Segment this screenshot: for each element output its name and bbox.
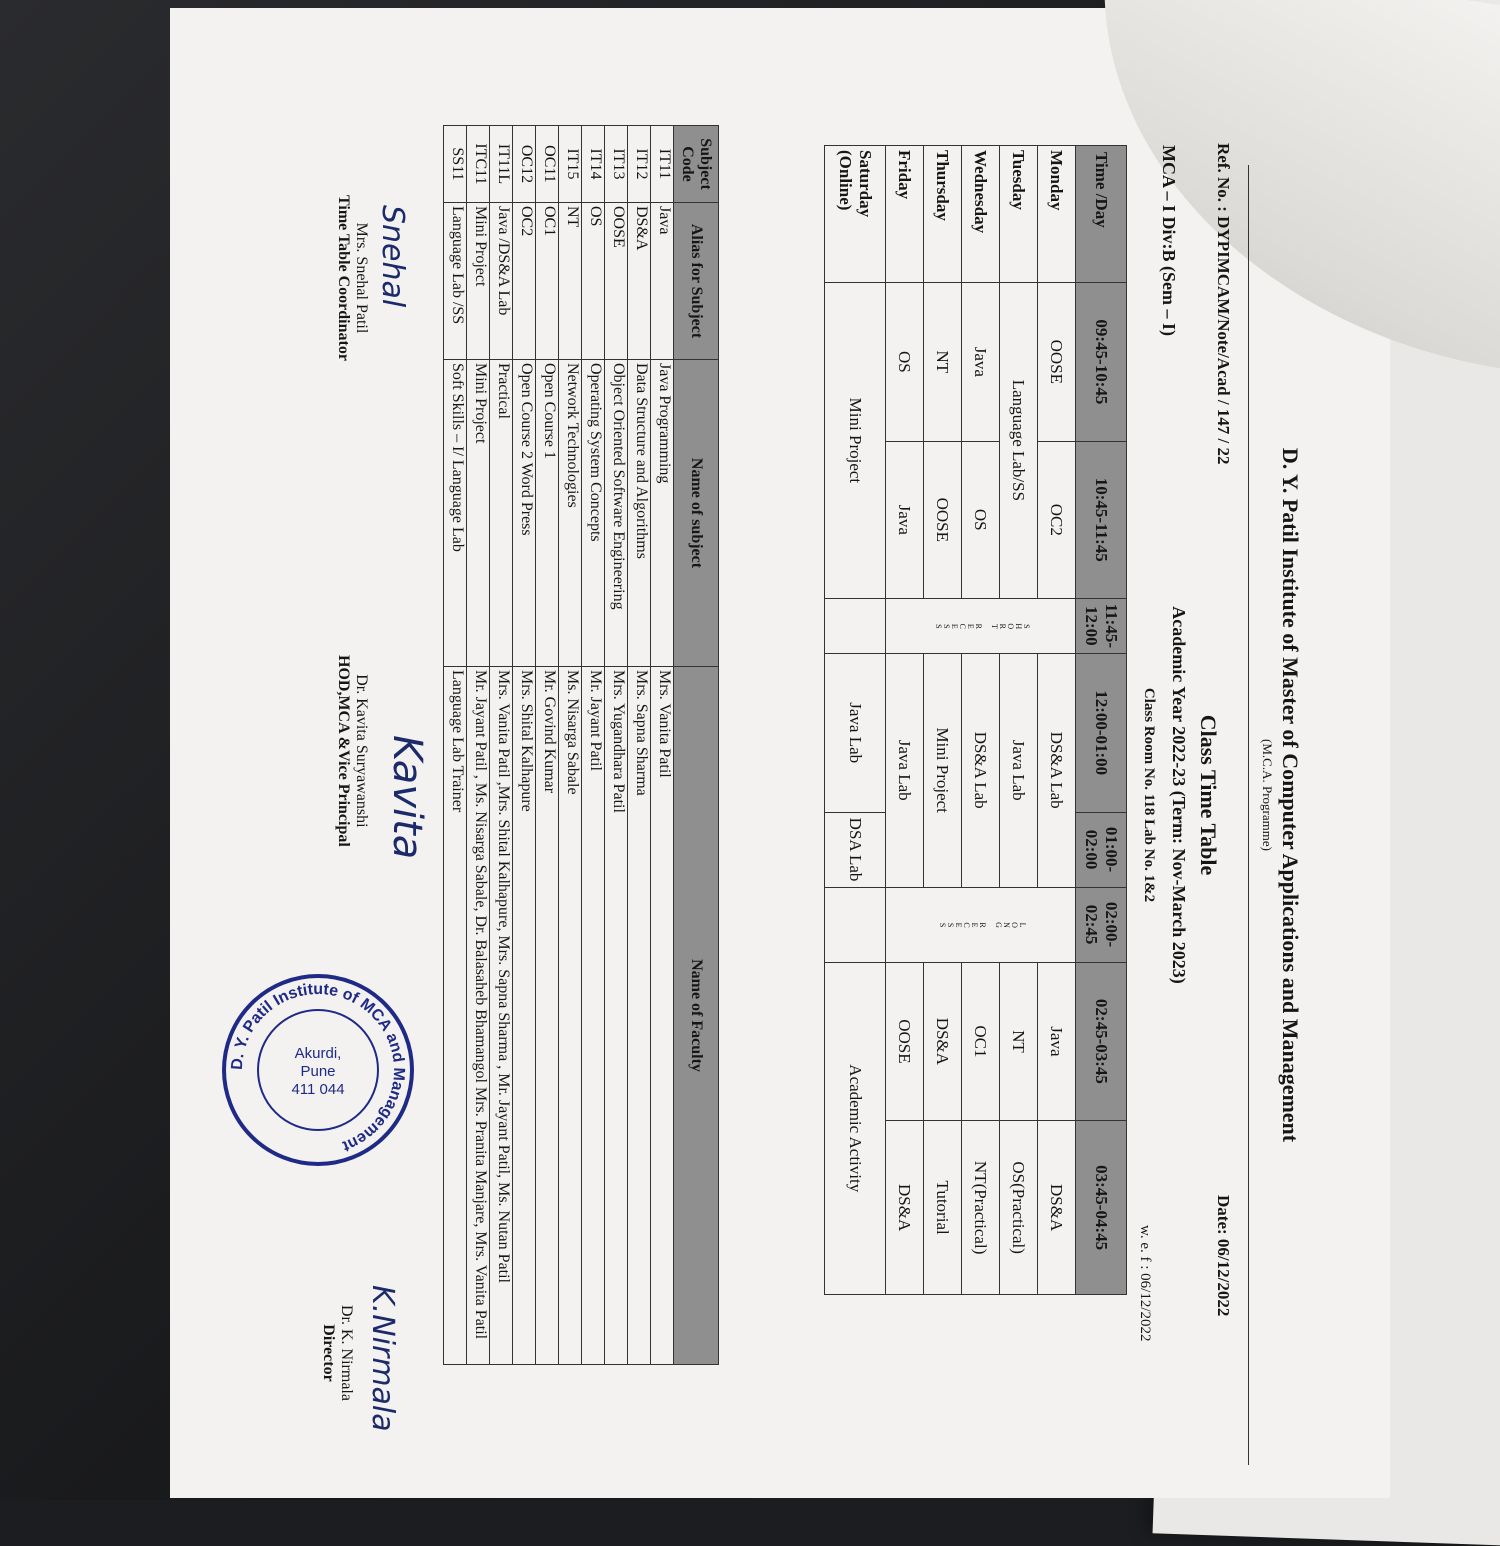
subject-code: IT11 [651, 126, 674, 203]
subject-code: ITC11 [467, 126, 490, 203]
table-row [582, 126, 605, 1365]
academic-year: Academic Year 2022-23 (Term: Nov-March 2023) [1169, 606, 1189, 984]
header-slot-break: 11:45-12:00 [1076, 598, 1127, 653]
header-subject-name: Name of subject [674, 360, 719, 667]
cell: Mini Project [924, 653, 962, 887]
cell: Mini Project [825, 283, 886, 599]
cell: Java [1038, 962, 1076, 1121]
table-row [825, 146, 886, 1295]
subject-faculty: Mrs. Vanita Patil ,Mrs. Shital Kalhapure, Mrs. Sapna Sharma , Mr. Jayant Patil, Ms. Nutan Patil [490, 667, 513, 1365]
subject-alias: OS [582, 203, 605, 360]
subjects-table [443, 125, 719, 1365]
subject-alias: NT [559, 203, 582, 360]
table-row [1000, 146, 1038, 1295]
cell: Academic Activity [825, 962, 886, 1294]
table-row [651, 126, 674, 1365]
cell: DS&A [1038, 1121, 1076, 1295]
subject-alias: Mini Project [467, 203, 490, 360]
cell: Java Lab [1000, 653, 1038, 887]
coordinator-name: Mrs. Snehal Patil [353, 222, 370, 334]
subject-faculty: Mrs. Yugandhara Patil [605, 667, 628, 1365]
cell: Java Lab [825, 653, 886, 812]
effective-date: w. e. f : 06/12/2022 [1137, 1225, 1153, 1342]
reference-number: Ref. No. : DYPIMCAM/Note/Acad / 147 / 22 [1214, 143, 1233, 465]
header-time-day: Time /Day [1076, 146, 1127, 283]
director-signature: K.Nirmala [365, 1285, 400, 1432]
subject-faculty: Language Lab Trainer [444, 667, 467, 1365]
short-recess-cell [886, 598, 1076, 653]
day-label: Saturday (Online) [825, 146, 886, 283]
document [265, 138, 1305, 1445]
subject-code: IT14 [582, 126, 605, 203]
cell: DS&A [886, 1121, 924, 1295]
subject-alias: Java [651, 203, 674, 360]
subject-name: Data Structure and Algorithms [628, 360, 651, 667]
table-row [924, 146, 962, 1295]
subject-code: IT15 [559, 126, 582, 203]
timetable [824, 145, 1127, 1295]
long-recess-label: LONG RECESS [939, 920, 1027, 930]
table-row [490, 126, 513, 1365]
director-role: Director [320, 1324, 337, 1382]
cell: DSA Lab [825, 812, 886, 887]
institute-stamp [218, 970, 418, 1170]
cell: NT(Practical) [962, 1121, 1000, 1295]
subject-code: OC11 [536, 126, 559, 203]
coordinator-signatory [334, 195, 370, 361]
empty-cell [825, 598, 886, 653]
institute-name: D. Y. Patil Institute of Master of Computer Applications and Management [1278, 447, 1303, 1143]
day-label: Tuesday [1000, 146, 1038, 283]
cell: DS&A Lab [962, 653, 1000, 887]
day-label: Wednesday [962, 146, 1000, 283]
subject-alias: OC2 [513, 203, 536, 360]
subject-faculty: Mr. Govind Kumar [536, 667, 559, 1365]
cell: OS [886, 283, 924, 442]
subject-faculty: Ms. Nisarga Sabale [559, 667, 582, 1365]
cell: Language Lab/SS [1000, 283, 1038, 599]
cell: OOSE [886, 962, 924, 1121]
table-row [628, 126, 651, 1365]
subject-faculty: Mr. Jayant Patil [582, 667, 605, 1365]
subject-faculty: Mrs. Shital Kalhapure [513, 667, 536, 1365]
programme-name: (M.C.A. Programme) [1260, 739, 1275, 851]
subject-name: Operating System Concepts [582, 360, 605, 667]
cell: Java [962, 283, 1000, 442]
cell: OOSE [1038, 283, 1076, 442]
day-label: Friday [886, 146, 924, 283]
subject-alias: OC1 [536, 203, 559, 360]
subject-code: IT12 [628, 126, 651, 203]
subject-alias: DS&A [628, 203, 651, 360]
issue-date: Date: 06/12/2022 [1214, 1195, 1233, 1317]
header-slot-3: 12:00-01:00 [1076, 653, 1127, 812]
subject-alias: Java /DS&A Lab [490, 203, 513, 360]
subject-name: Practical [490, 360, 513, 667]
director-signatory [319, 1305, 355, 1401]
header-slot-lunch: 02:00-02:45 [1076, 887, 1127, 962]
stamp-outer-text: D. Y. Patil Institute of MCA and Management [228, 980, 408, 1155]
cell: OS(Practical) [1000, 1121, 1038, 1295]
subject-name: Open Course 2 Word Press [513, 360, 536, 667]
header-alias: Alias for Subject [674, 203, 719, 360]
subject-code: IT13 [605, 126, 628, 203]
table-row [467, 126, 490, 1365]
stamp-city: Akurdi, [294, 1045, 342, 1062]
header-slot-1: 09:45-10:45 [1076, 283, 1127, 442]
subject-alias: Language Lab /SS [444, 203, 467, 360]
subject-name: Network Technologies [559, 360, 582, 667]
cell: Java Lab [886, 653, 924, 887]
cell: NT [1000, 962, 1038, 1121]
table-row [444, 126, 467, 1365]
table-row [513, 126, 536, 1365]
coordinator-signature: Snehal [375, 205, 410, 308]
header-faculty: Name of Faculty [674, 667, 719, 1365]
short-recess-label: SHORT RECESS [935, 621, 1031, 631]
header-divider [1248, 165, 1249, 1465]
hod-role: HOD,MCA &Vice Principal [335, 655, 352, 847]
cell: DS&A Lab [1038, 653, 1076, 887]
subject-alias: OOSE [605, 203, 628, 360]
subject-code: SS11 [444, 126, 467, 203]
cell: OC1 [962, 962, 1000, 1121]
hod-name: Dr. Kavita Suryawanshi [353, 674, 370, 828]
cell: Tutorial [924, 1121, 962, 1295]
day-label: Monday [1038, 146, 1076, 283]
table-row [886, 146, 924, 1295]
classroom-info: Class Room No. 118 Lab No. 1&2 [1141, 687, 1157, 903]
day-label: Thursday [924, 146, 962, 283]
subject-code: OC12 [513, 126, 536, 203]
cell: OS [962, 441, 1000, 598]
subject-name: Object Oriented Software Engineering [605, 360, 628, 667]
empty-cell [825, 887, 886, 962]
table-row [605, 126, 628, 1365]
table-row [962, 146, 1000, 1295]
coordinator-role: Time Table Coordinator [335, 195, 352, 361]
division: MCA – I Div:B (Sem – I) [1159, 145, 1179, 336]
subject-name: Java Programming [651, 360, 674, 667]
cell: Java [886, 441, 924, 598]
cell: OOSE [924, 441, 962, 598]
table-row [559, 126, 582, 1365]
subject-name: Open Course 1 [536, 360, 559, 667]
header-slot-5: 02:45-03:45 [1076, 962, 1127, 1121]
long-recess-cell [886, 887, 1076, 962]
subject-faculty: Mr. Jayant Patil , Ms. Nisarga Sabale, Dr. Balasaheb Bhamangol Mrs. Pranita Manjare, Mrs. Vanita Patil [467, 667, 490, 1365]
stamp-state: Pune [300, 1063, 336, 1080]
subject-name: Soft Skills – I/ Language Lab [444, 360, 467, 667]
header-slot-6: 03:45-04:45 [1076, 1121, 1127, 1295]
cell: DS&A [924, 962, 962, 1121]
cell: NT [924, 283, 962, 442]
stamp-pin: 411 044 [291, 1081, 345, 1098]
header-slot-4: 01:00-02:00 [1076, 812, 1127, 887]
header-subject-code: Subject Code [674, 126, 719, 203]
director-name: Dr. K. Nirmala [338, 1305, 355, 1401]
hod-signature: Kavita [384, 735, 430, 860]
header-slot-2: 10:45-11:45 [1076, 441, 1127, 598]
hod-signatory [334, 655, 370, 847]
table-row [1038, 146, 1076, 1295]
cell: OC2 [1038, 441, 1076, 598]
subject-faculty: Mrs. Sapna Sharma [628, 667, 651, 1365]
subject-name: Mini Project [467, 360, 490, 667]
table-row [536, 126, 559, 1365]
subject-code: IT11L [490, 126, 513, 203]
page-title: Class Time Table [1196, 714, 1221, 876]
subject-faculty: Mrs. Vanita Patil [651, 667, 674, 1365]
